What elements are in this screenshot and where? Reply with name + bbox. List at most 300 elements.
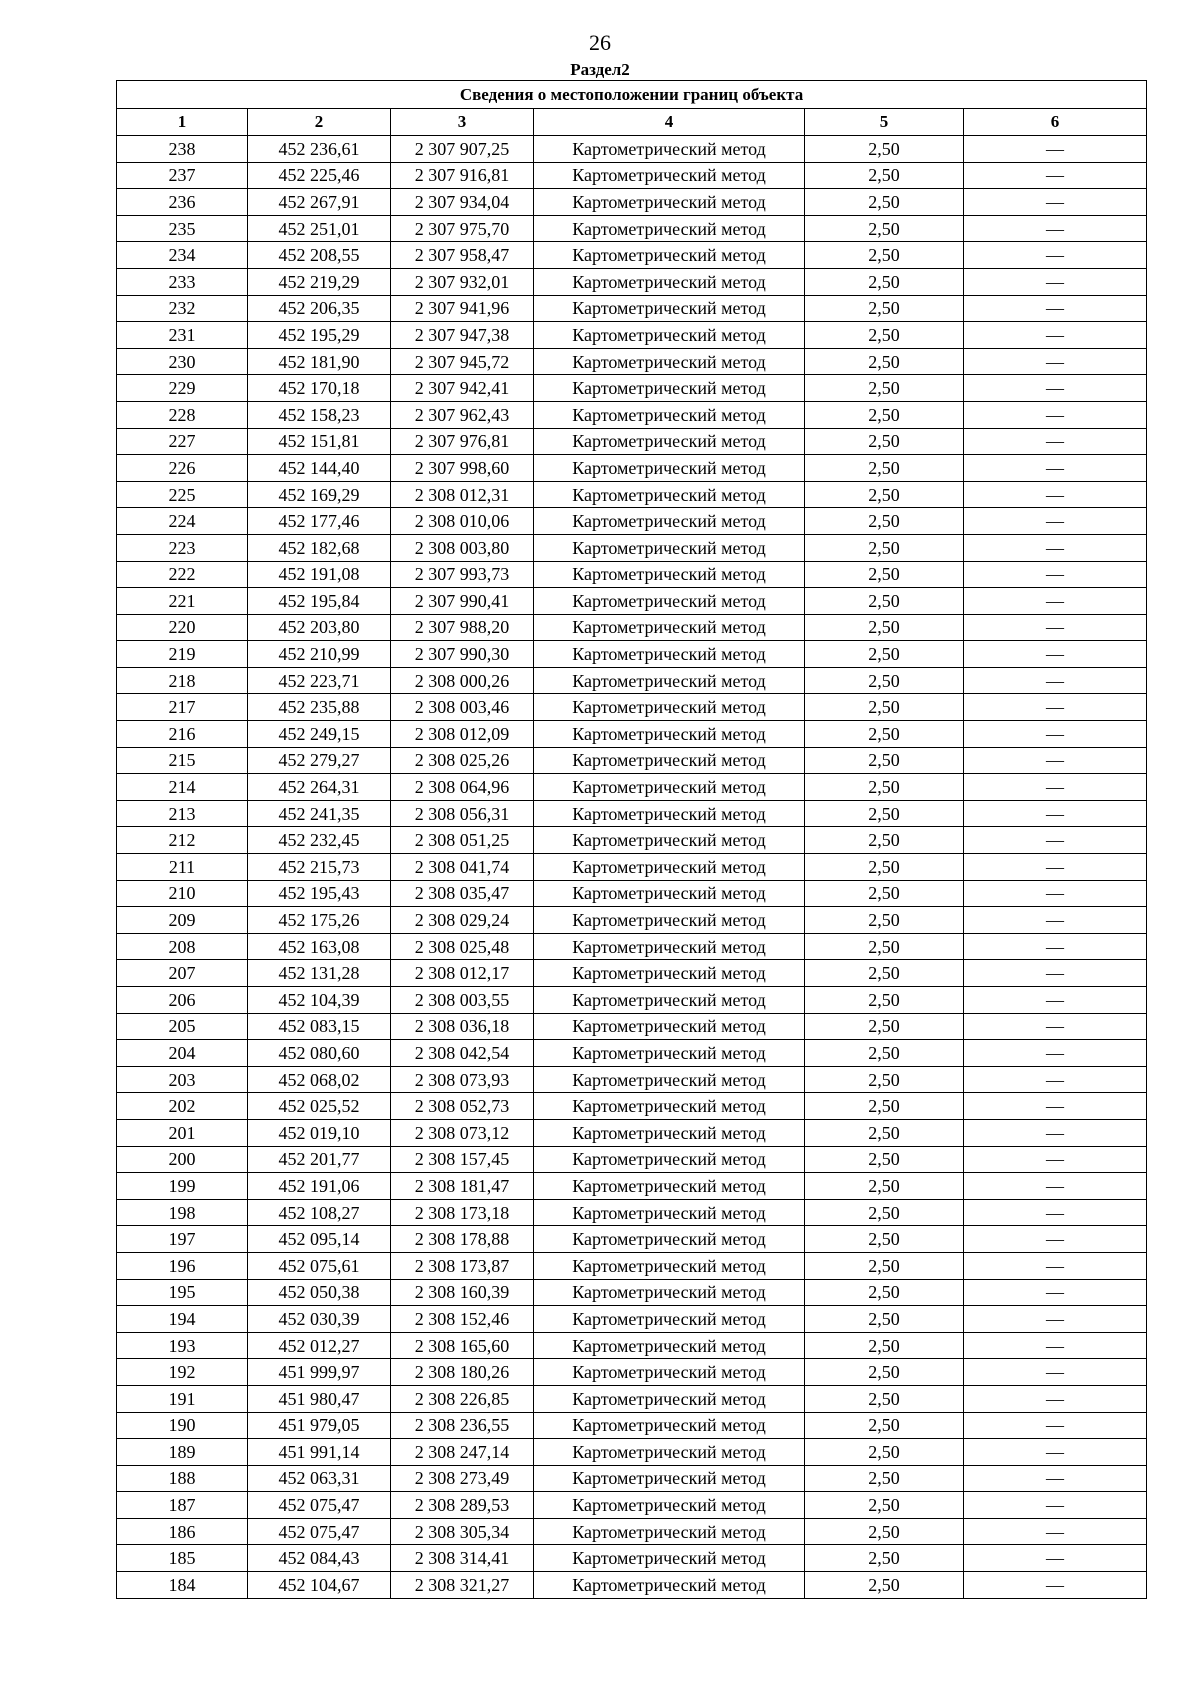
method-cell: Картометрический метод: [534, 1146, 805, 1173]
accuracy-cell: 2,50: [805, 189, 964, 216]
point-number-cell: 204: [117, 1040, 248, 1067]
method-cell: Картометрический метод: [534, 1199, 805, 1226]
coordinate-x-cell: 452 241,35: [248, 800, 391, 827]
point-number-cell: 219: [117, 641, 248, 668]
point-number-cell: 229: [117, 375, 248, 402]
table-row: [117, 428, 1147, 455]
method-cell: Картометрический метод: [534, 242, 805, 269]
description-cell: —: [964, 614, 1147, 641]
coordinate-y-cell: 2 308 025,26: [391, 747, 534, 774]
column-header: 5: [805, 109, 964, 136]
coordinate-y-cell: 2 307 988,20: [391, 614, 534, 641]
table-row: [117, 987, 1147, 1014]
table-row: [117, 667, 1147, 694]
description-cell: —: [964, 561, 1147, 588]
table-row: [117, 907, 1147, 934]
coordinate-x-cell: 452 104,39: [248, 987, 391, 1014]
coordinate-y-cell: 2 307 942,41: [391, 375, 534, 402]
point-number-cell: 184: [117, 1572, 248, 1599]
accuracy-cell: 2,50: [805, 375, 964, 402]
accuracy-cell: 2,50: [805, 1119, 964, 1146]
accuracy-cell: 2,50: [805, 136, 964, 163]
column-header: 6: [964, 109, 1147, 136]
coordinate-x-cell: 452 163,08: [248, 933, 391, 960]
description-cell: —: [964, 428, 1147, 455]
table-row: [117, 1492, 1147, 1519]
method-cell: Картометрический метод: [534, 987, 805, 1014]
method-cell: Картометрический метод: [534, 481, 805, 508]
coordinate-y-cell: 2 308 226,85: [391, 1385, 534, 1412]
coordinate-y-cell: 2 308 051,25: [391, 827, 534, 854]
method-cell: Картометрический метод: [534, 960, 805, 987]
description-cell: —: [964, 907, 1147, 934]
section-title: Раздел2: [570, 60, 630, 79]
method-cell: Картометрический метод: [534, 322, 805, 349]
method-cell: Картометрический метод: [534, 1040, 805, 1067]
table-row: [117, 295, 1147, 322]
method-cell: Картометрический метод: [534, 721, 805, 748]
description-cell: —: [964, 1093, 1147, 1120]
coordinate-x-cell: 452 170,18: [248, 375, 391, 402]
coordinate-x-cell: 452 191,08: [248, 561, 391, 588]
point-number-cell: 212: [117, 827, 248, 854]
table-row: [117, 614, 1147, 641]
description-cell: —: [964, 1332, 1147, 1359]
point-number-cell: 208: [117, 933, 248, 960]
method-cell: Картометрический метод: [534, 588, 805, 615]
point-number-cell: 218: [117, 667, 248, 694]
coordinate-x-cell: 452 084,43: [248, 1545, 391, 1572]
point-number-cell: 232: [117, 295, 248, 322]
point-number-cell: 199: [117, 1173, 248, 1200]
coordinate-x-cell: 452 223,71: [248, 667, 391, 694]
accuracy-cell: 2,50: [805, 721, 964, 748]
point-number-cell: 206: [117, 987, 248, 1014]
coordinate-x-cell: 451 991,14: [248, 1439, 391, 1466]
point-number-cell: 220: [117, 614, 248, 641]
coordinate-y-cell: 2 308 160,39: [391, 1279, 534, 1306]
description-cell: —: [964, 641, 1147, 668]
method-cell: Картометрический метод: [534, 508, 805, 535]
coordinate-y-cell: 2 308 178,88: [391, 1226, 534, 1253]
description-cell: —: [964, 1040, 1147, 1067]
table-row: [117, 880, 1147, 907]
table-row: [117, 694, 1147, 721]
table-row: [117, 322, 1147, 349]
coordinate-y-cell: 2 308 003,55: [391, 987, 534, 1014]
coordinate-x-cell: 451 980,47: [248, 1385, 391, 1412]
coordinate-x-cell: 452 279,27: [248, 747, 391, 774]
method-cell: Картометрический метод: [534, 694, 805, 721]
description-cell: —: [964, 588, 1147, 615]
coordinate-x-cell: 452 080,60: [248, 1040, 391, 1067]
coordinate-x-cell: 452 075,47: [248, 1518, 391, 1545]
coordinate-x-cell: 452 083,15: [248, 1013, 391, 1040]
point-number-cell: 226: [117, 455, 248, 482]
accuracy-cell: 2,50: [805, 1545, 964, 1572]
coordinate-y-cell: 2 308 152,46: [391, 1306, 534, 1333]
description-cell: —: [964, 295, 1147, 322]
point-number-cell: 194: [117, 1306, 248, 1333]
description-cell: —: [964, 667, 1147, 694]
point-number-cell: 216: [117, 721, 248, 748]
table-caption-row: [117, 81, 1147, 109]
coordinate-x-cell: 452 169,29: [248, 481, 391, 508]
accuracy-cell: 2,50: [805, 401, 964, 428]
coordinate-y-cell: 2 308 321,27: [391, 1572, 534, 1599]
method-cell: Картометрический метод: [534, 1385, 805, 1412]
accuracy-cell: 2,50: [805, 534, 964, 561]
point-number-cell: 187: [117, 1492, 248, 1519]
accuracy-cell: 2,50: [805, 641, 964, 668]
coordinate-x-cell: 452 264,31: [248, 774, 391, 801]
coordinate-y-cell: 2 308 012,31: [391, 481, 534, 508]
method-cell: Картометрический метод: [534, 1306, 805, 1333]
point-number-cell: 235: [117, 215, 248, 242]
point-number-cell: 223: [117, 534, 248, 561]
method-cell: Картометрический метод: [534, 401, 805, 428]
accuracy-cell: 2,50: [805, 322, 964, 349]
table-row: [117, 215, 1147, 242]
coordinate-x-cell: 452 075,61: [248, 1252, 391, 1279]
coordinate-y-cell: 2 307 958,47: [391, 242, 534, 269]
coordinate-y-cell: 2 308 181,47: [391, 1173, 534, 1200]
coordinate-x-cell: 452 144,40: [248, 455, 391, 482]
coordinate-y-cell: 2 307 916,81: [391, 162, 534, 189]
point-number-cell: 209: [117, 907, 248, 934]
accuracy-cell: 2,50: [805, 667, 964, 694]
method-cell: Картометрический метод: [534, 1013, 805, 1040]
method-cell: Картометрический метод: [534, 1359, 805, 1386]
table-row: [117, 641, 1147, 668]
description-cell: —: [964, 348, 1147, 375]
method-cell: Картометрический метод: [534, 1093, 805, 1120]
accuracy-cell: 2,50: [805, 1199, 964, 1226]
method-cell: Картометрический метод: [534, 933, 805, 960]
table-header-row: [117, 109, 1147, 136]
coordinate-y-cell: 2 308 052,73: [391, 1093, 534, 1120]
method-cell: Картометрический метод: [534, 1412, 805, 1439]
description-cell: —: [964, 1572, 1147, 1599]
point-number-cell: 203: [117, 1066, 248, 1093]
coordinate-x-cell: 452 251,01: [248, 215, 391, 242]
method-cell: Картометрический метод: [534, 348, 805, 375]
accuracy-cell: 2,50: [805, 1518, 964, 1545]
accuracy-cell: 2,50: [805, 428, 964, 455]
description-cell: —: [964, 1465, 1147, 1492]
point-number-cell: 214: [117, 774, 248, 801]
accuracy-cell: 2,50: [805, 774, 964, 801]
accuracy-cell: 2,50: [805, 242, 964, 269]
table-row: [117, 1199, 1147, 1226]
coordinate-y-cell: 2 308 073,12: [391, 1119, 534, 1146]
coordinate-y-cell: 2 307 947,38: [391, 322, 534, 349]
table-row: [117, 1412, 1147, 1439]
description-cell: —: [964, 242, 1147, 269]
table-row: [117, 1146, 1147, 1173]
coordinate-y-cell: 2 308 173,18: [391, 1199, 534, 1226]
method-cell: Картометрический метод: [534, 162, 805, 189]
point-number-cell: 205: [117, 1013, 248, 1040]
point-number-cell: 222: [117, 561, 248, 588]
table-row: [117, 854, 1147, 881]
coordinate-x-cell: 452 177,46: [248, 508, 391, 535]
accuracy-cell: 2,50: [805, 1226, 964, 1253]
accuracy-cell: 2,50: [805, 694, 964, 721]
column-header: 2: [248, 109, 391, 136]
coordinate-y-cell: 2 308 157,45: [391, 1146, 534, 1173]
method-cell: Картометрический метод: [534, 561, 805, 588]
accuracy-cell: 2,50: [805, 508, 964, 535]
table-row: [117, 1332, 1147, 1359]
coordinate-x-cell: 452 181,90: [248, 348, 391, 375]
coordinate-y-cell: 2 308 003,80: [391, 534, 534, 561]
description-cell: —: [964, 1013, 1147, 1040]
method-cell: Картометрический метод: [534, 1066, 805, 1093]
accuracy-cell: 2,50: [805, 1252, 964, 1279]
page-number: 26: [589, 30, 611, 55]
coordinate-x-cell: 452 030,39: [248, 1306, 391, 1333]
method-cell: Картометрический метод: [534, 854, 805, 881]
method-cell: Картометрический метод: [534, 1518, 805, 1545]
table-row: [117, 1066, 1147, 1093]
coordinate-x-cell: 452 195,29: [248, 322, 391, 349]
point-number-cell: 237: [117, 162, 248, 189]
point-number-cell: 193: [117, 1332, 248, 1359]
description-cell: —: [964, 401, 1147, 428]
coordinate-x-cell: 452 108,27: [248, 1199, 391, 1226]
point-number-cell: 236: [117, 189, 248, 216]
accuracy-cell: 2,50: [805, 481, 964, 508]
table-row: [117, 534, 1147, 561]
description-cell: —: [964, 747, 1147, 774]
coordinate-y-cell: 2 308 165,60: [391, 1332, 534, 1359]
coordinate-x-cell: 452 195,43: [248, 880, 391, 907]
coordinate-x-cell: 452 201,77: [248, 1146, 391, 1173]
point-number-cell: 227: [117, 428, 248, 455]
table-body: [117, 136, 1147, 1599]
point-number-cell: 186: [117, 1518, 248, 1545]
coordinate-y-cell: 2 307 998,60: [391, 455, 534, 482]
coordinate-y-cell: 2 308 000,26: [391, 667, 534, 694]
accuracy-cell: 2,50: [805, 800, 964, 827]
method-cell: Картометрический метод: [534, 880, 805, 907]
description-cell: —: [964, 960, 1147, 987]
accuracy-cell: 2,50: [805, 614, 964, 641]
table-row: [117, 800, 1147, 827]
coordinate-x-cell: 452 235,88: [248, 694, 391, 721]
description-cell: —: [964, 1518, 1147, 1545]
method-cell: Картометрический метод: [534, 455, 805, 482]
accuracy-cell: 2,50: [805, 1492, 964, 1519]
table-row: [117, 960, 1147, 987]
coordinate-y-cell: 2 307 907,25: [391, 136, 534, 163]
table-row: [117, 1013, 1147, 1040]
method-cell: Картометрический метод: [534, 1332, 805, 1359]
description-cell: —: [964, 508, 1147, 535]
coordinate-y-cell: 2 307 945,72: [391, 348, 534, 375]
description-cell: —: [964, 268, 1147, 295]
accuracy-cell: 2,50: [805, 880, 964, 907]
boundary-coordinates-table: [116, 80, 1147, 1599]
coordinate-x-cell: 452 219,29: [248, 268, 391, 295]
table-row: [117, 1439, 1147, 1466]
table-row: [117, 1306, 1147, 1333]
accuracy-cell: 2,50: [805, 854, 964, 881]
coordinate-x-cell: 452 195,84: [248, 588, 391, 615]
table-row: [117, 721, 1147, 748]
point-number-cell: 210: [117, 880, 248, 907]
coordinate-y-cell: 2 308 025,48: [391, 933, 534, 960]
coordinate-y-cell: 2 307 975,70: [391, 215, 534, 242]
coordinate-y-cell: 2 308 012,17: [391, 960, 534, 987]
description-cell: —: [964, 375, 1147, 402]
table-row: [117, 1465, 1147, 1492]
accuracy-cell: 2,50: [805, 348, 964, 375]
point-number-cell: 201: [117, 1119, 248, 1146]
accuracy-cell: 2,50: [805, 1465, 964, 1492]
coordinate-x-cell: 452 182,68: [248, 534, 391, 561]
column-header: 1: [117, 109, 248, 136]
coordinate-x-cell: 452 215,73: [248, 854, 391, 881]
description-cell: —: [964, 1226, 1147, 1253]
accuracy-cell: 2,50: [805, 933, 964, 960]
accuracy-cell: 2,50: [805, 1572, 964, 1599]
description-cell: —: [964, 854, 1147, 881]
description-cell: —: [964, 933, 1147, 960]
method-cell: Картометрический метод: [534, 641, 805, 668]
coordinate-x-cell: 452 206,35: [248, 295, 391, 322]
description-cell: —: [964, 322, 1147, 349]
accuracy-cell: 2,50: [805, 215, 964, 242]
accuracy-cell: 2,50: [805, 1146, 964, 1173]
description-cell: —: [964, 1199, 1147, 1226]
point-number-cell: 233: [117, 268, 248, 295]
coordinate-y-cell: 2 307 993,73: [391, 561, 534, 588]
accuracy-cell: 2,50: [805, 561, 964, 588]
point-number-cell: 197: [117, 1226, 248, 1253]
table-row: [117, 588, 1147, 615]
coordinate-x-cell: 452 095,14: [248, 1226, 391, 1253]
coordinate-x-cell: 452 131,28: [248, 960, 391, 987]
coordinate-y-cell: 2 308 305,34: [391, 1518, 534, 1545]
table-row: [117, 1119, 1147, 1146]
table-row: [117, 268, 1147, 295]
method-cell: Картометрический метод: [534, 428, 805, 455]
coordinate-y-cell: 2 308 247,14: [391, 1439, 534, 1466]
coordinate-x-cell: 452 236,61: [248, 136, 391, 163]
point-number-cell: 225: [117, 481, 248, 508]
table-row: [117, 747, 1147, 774]
coordinate-x-cell: 452 175,26: [248, 907, 391, 934]
table-row: [117, 933, 1147, 960]
table-row: [117, 1518, 1147, 1545]
method-cell: Картометрический метод: [534, 1226, 805, 1253]
coordinate-x-cell: 452 019,10: [248, 1119, 391, 1146]
method-cell: Картометрический метод: [534, 800, 805, 827]
point-number-cell: 190: [117, 1412, 248, 1439]
table-row: [117, 1093, 1147, 1120]
coordinate-x-cell: 452 249,15: [248, 721, 391, 748]
table-row: [117, 561, 1147, 588]
coordinate-x-cell: 452 210,99: [248, 641, 391, 668]
table-row: [117, 1359, 1147, 1386]
accuracy-cell: 2,50: [805, 1013, 964, 1040]
description-cell: —: [964, 827, 1147, 854]
description-cell: —: [964, 694, 1147, 721]
coordinate-x-cell: 451 999,97: [248, 1359, 391, 1386]
coordinate-x-cell: 452 068,02: [248, 1066, 391, 1093]
coordinate-y-cell: 2 307 934,04: [391, 189, 534, 216]
coordinate-y-cell: 2 308 012,09: [391, 721, 534, 748]
coordinate-x-cell: 452 075,47: [248, 1492, 391, 1519]
accuracy-cell: 2,50: [805, 1412, 964, 1439]
method-cell: Картометрический метод: [534, 375, 805, 402]
point-number-cell: 207: [117, 960, 248, 987]
point-number-cell: 217: [117, 694, 248, 721]
table-row: [117, 162, 1147, 189]
method-cell: Картометрический метод: [534, 1545, 805, 1572]
description-cell: —: [964, 721, 1147, 748]
coordinate-x-cell: 452 063,31: [248, 1465, 391, 1492]
method-cell: Картометрический метод: [534, 827, 805, 854]
accuracy-cell: 2,50: [805, 747, 964, 774]
coordinate-y-cell: 2 308 073,93: [391, 1066, 534, 1093]
coordinate-y-cell: 2 307 990,30: [391, 641, 534, 668]
description-cell: —: [964, 1545, 1147, 1572]
point-number-cell: 196: [117, 1252, 248, 1279]
column-header: 3: [391, 109, 534, 136]
method-cell: Картометрический метод: [534, 189, 805, 216]
description-cell: —: [964, 455, 1147, 482]
coordinate-y-cell: 2 307 941,96: [391, 295, 534, 322]
coordinate-y-cell: 2 307 962,43: [391, 401, 534, 428]
coordinate-x-cell: 452 232,45: [248, 827, 391, 854]
table-row: [117, 827, 1147, 854]
coordinate-x-cell: 452 208,55: [248, 242, 391, 269]
coordinate-x-cell: 452 025,52: [248, 1093, 391, 1120]
point-number-cell: 200: [117, 1146, 248, 1173]
table-row: [117, 455, 1147, 482]
coordinate-y-cell: 2 308 180,26: [391, 1359, 534, 1386]
coordinate-y-cell: 2 308 236,55: [391, 1412, 534, 1439]
method-cell: Картометрический метод: [534, 1492, 805, 1519]
coordinate-y-cell: 2 308 035,47: [391, 880, 534, 907]
description-cell: —: [964, 1492, 1147, 1519]
method-cell: Картометрический метод: [534, 774, 805, 801]
accuracy-cell: 2,50: [805, 1040, 964, 1067]
method-cell: Картометрический метод: [534, 667, 805, 694]
description-cell: —: [964, 800, 1147, 827]
accuracy-cell: 2,50: [805, 1385, 964, 1412]
table-row: [117, 774, 1147, 801]
accuracy-cell: 2,50: [805, 455, 964, 482]
coordinate-x-cell: 452 267,91: [248, 189, 391, 216]
description-cell: —: [964, 1173, 1147, 1200]
coordinate-x-cell: 452 158,23: [248, 401, 391, 428]
accuracy-cell: 2,50: [805, 987, 964, 1014]
coordinate-y-cell: 2 308 173,87: [391, 1252, 534, 1279]
coordinate-y-cell: 2 308 314,41: [391, 1545, 534, 1572]
description-cell: —: [964, 1252, 1147, 1279]
table-row: [117, 242, 1147, 269]
point-number-cell: 192: [117, 1359, 248, 1386]
point-number-cell: 211: [117, 854, 248, 881]
table-row: [117, 189, 1147, 216]
method-cell: Картометрический метод: [534, 1252, 805, 1279]
point-number-cell: 224: [117, 508, 248, 535]
description-cell: —: [964, 1066, 1147, 1093]
